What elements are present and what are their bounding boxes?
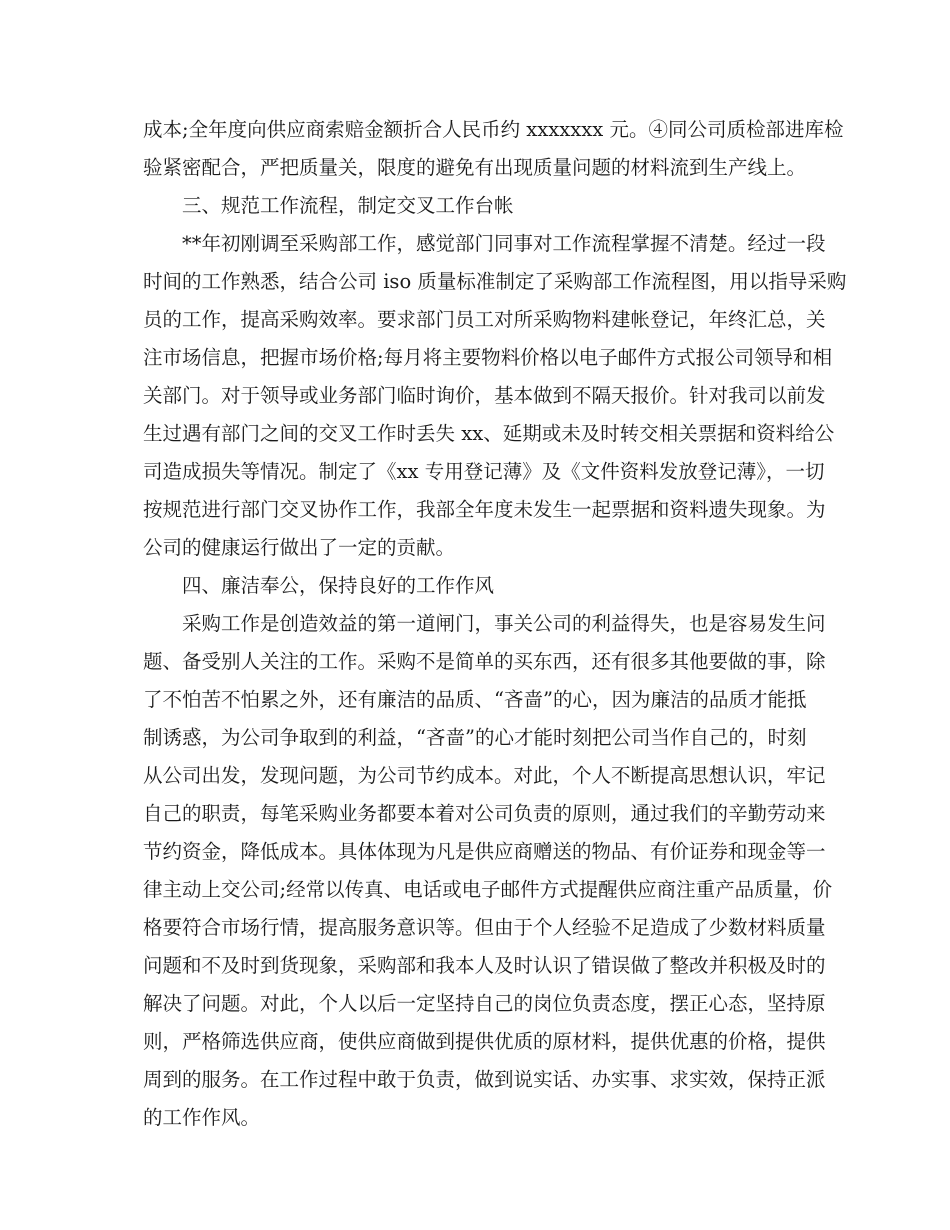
text-line: 自己的职责，每笔采购业务都要本着对公司负责的原则，通过我们的辛勤劳动来: [143, 802, 826, 825]
text-line: 成本;全年度向供应商索赔金额折合人民币约 xxxxxxx 元。④同公司质检部进库检: [143, 118, 844, 141]
text-line: 律主动上交公司;经常以传真、电话或电子邮件方式提醒供应商注重产品质量，价: [143, 878, 833, 901]
text-line: 制诱惑，为公司争取到的利益，“吝啬”的心才能时刻把公司当作自己的，时刻: [143, 726, 807, 749]
text-line: 时间的工作熟悉，结合公司 iso 质量标准制定了采购部工作流程图，用以指导采购: [143, 270, 847, 293]
text-line: 员的工作，提高采购效率。要求部门员工对所采购物料建帐登记，年终汇总，关: [143, 308, 826, 331]
paragraph-first-line: **年初刚调至采购部工作，感觉部门同事对工作流程掌握不清楚。经过一段: [182, 232, 826, 255]
text-line: 生过遇有部门之间的交叉工作时丢失 xx、延期或未及时转交相关票据和资料给公: [143, 422, 835, 445]
text-line: 了不怕苦不怕累之外，还有廉洁的品质、“吝啬”的心，因为廉洁的品质才能抵: [143, 688, 807, 711]
text-line: 按规范进行部门交叉协作工作，我部全年度未发生一起票据和资料遗失现象。为: [143, 498, 826, 521]
text-line: 公司的健康运行做出了一定的贡献。: [143, 536, 456, 559]
text-line: 周到的服务。在工作过程中敢于负责，做到说实话、办实事、求实效，保持正派: [143, 1068, 826, 1091]
text-line: 验紧密配合，严把质量关，限度的避免有出现质量问题的材料流到生产线上。: [143, 156, 807, 179]
text-line: 从公司出发，发现问题，为公司节约成本。对此，个人不断提高思想认识，牢记: [143, 764, 826, 787]
text-line: 的工作作风。: [143, 1106, 261, 1129]
text-line: 题、备受别人关注的工作。采购不是简单的买东西，还有很多其他要做的事，除: [143, 650, 826, 673]
paragraph-first-line: 三、规范工作流程，制定交叉工作台帐: [182, 194, 514, 217]
text-line: 格要符合市场行情，提高服务意识等。但由于个人经验不足造成了少数材料质量: [143, 916, 826, 939]
text-line: 司造成损失等情况。制定了《xx 专用登记薄》及《文件资料发放登记薄》，一切: [143, 460, 825, 483]
document-body: [143, 111, 847, 1137]
text-line: 问题和不及时到货现象，采购部和我本人及时认识了错误做了整改并积极及时的: [143, 954, 826, 977]
text-line: 节约资金，降低成本。具体体现为凡是供应商赠送的物品、有价证券和现金等一: [143, 840, 826, 863]
paragraph-first-line: 采购工作是创造效益的第一道闸门，事关公司的利益得失，也是容易发生问: [182, 612, 826, 635]
text-line: 注市场信息，把握市场价格;每月将主要物料价格以电子邮件方式报公司领导和相: [143, 346, 833, 369]
paragraph-first-line: 四、廉洁奉公，保持良好的工作作风: [182, 574, 495, 597]
text-line: 解决了问题。对此，个人以后一定坚持自己的岗位负责态度，摆正心态，坚持原: [143, 992, 826, 1015]
text-line: 则，严格筛选供应商，使供应商做到提供优质的原材料，提供优惠的价格，提供: [143, 1030, 826, 1053]
text-line: 关部门。对于领导或业务部门临时询价，基本做到不隔天报价。针对我司以前发: [143, 384, 826, 407]
